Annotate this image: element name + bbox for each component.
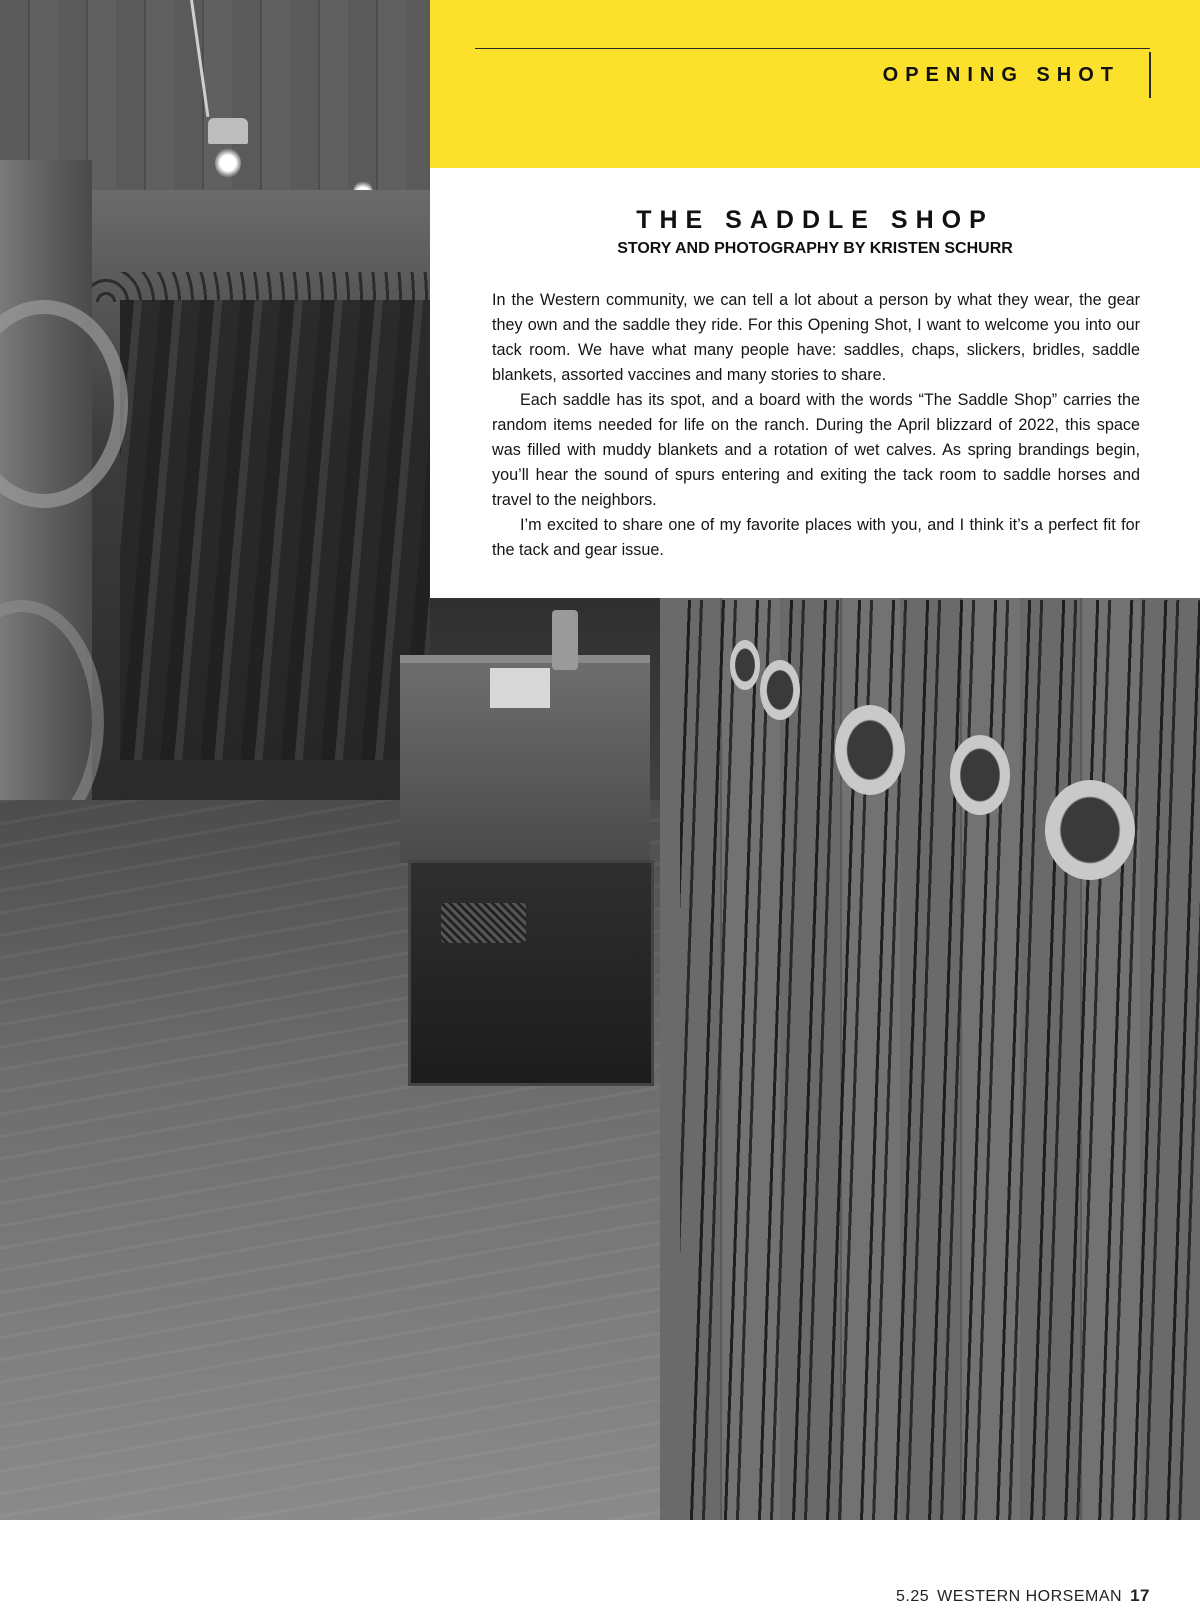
hanging-gear <box>120 300 430 760</box>
hanging-bridles <box>680 600 1200 1520</box>
light-socket <box>208 118 248 144</box>
small-box <box>490 668 550 708</box>
bridle-hanger <box>760 660 800 720</box>
heater-grill <box>441 903 526 943</box>
bridle-hanger <box>950 735 1010 815</box>
article-panel <box>430 168 1200 598</box>
light-bulb <box>215 148 241 178</box>
bridle-hanger <box>835 705 905 795</box>
bridle-hanger <box>1045 780 1135 880</box>
header-vertical-rule <box>1149 52 1151 98</box>
article-paragraph: Each saddle has its spot, and a board with the words “The Saddle Shop” carries the random items needed for life on the ranch. During the April blizzard of 2022, this space was filled with muddy blankets and a rotation of wet calves. As spring brandings begin, you’ll hear the sound of spurs entering and exiting the tack room to saddle horses and travel to the neighbors. <box>492 391 1140 509</box>
section-label: OPENING SHOT <box>882 64 1120 86</box>
publication-name: WESTERN HORSEMAN <box>937 1588 1123 1605</box>
space-heater <box>408 860 654 1086</box>
article-paragraph: In the Western community, we can tell a lot about a person by what they wear, the gear they own and the saddle they ride. For this Opening Shot, I want to welcome you into our tack room. We have what many people have: saddles, chaps, slickers, bridles, saddle blankets, assorted vaccines and many stories to share. <box>492 291 1140 384</box>
issue-date: 5.25 <box>896 1588 930 1605</box>
bridle-hanger <box>730 640 760 690</box>
article-paragraph: I’m excited to share one of my favorite places with you, and I think it’s a perfect fit for the tack and gear issue. <box>492 516 1140 559</box>
page-number: 17 <box>1130 1586 1150 1605</box>
bottle <box>552 610 578 670</box>
article-byline: STORY AND PHOTOGRAPHY BY KRISTEN SCHURR <box>617 240 1013 257</box>
article-title: THE SADDLE SHOP <box>636 206 994 234</box>
header-rule <box>475 48 1150 49</box>
horseshoe-hook-rail <box>92 272 430 302</box>
folio <box>896 1586 1150 1606</box>
article-body <box>492 288 1140 563</box>
